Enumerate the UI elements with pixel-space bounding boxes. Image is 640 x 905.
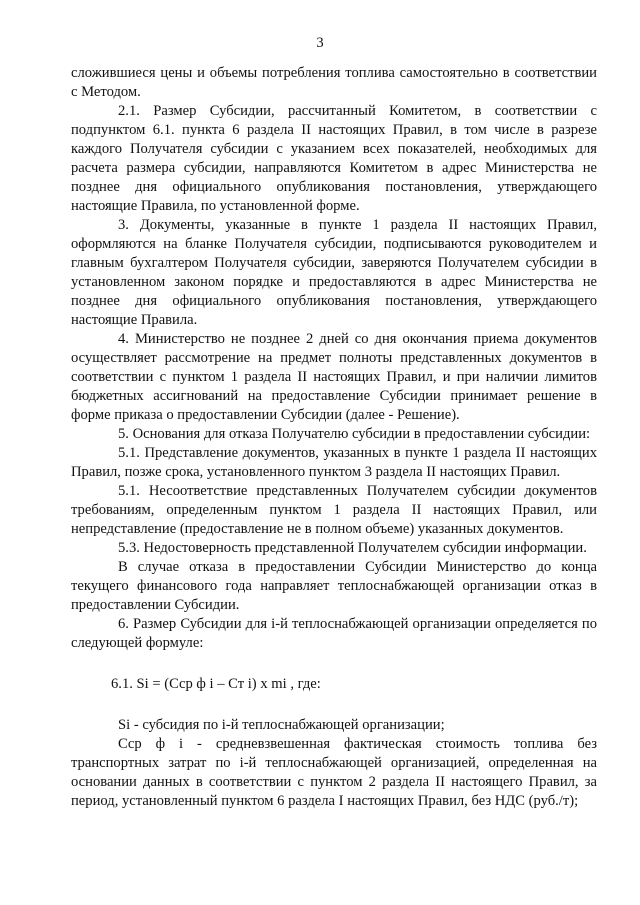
paragraph-5: 5. Основания для отказа Получателю субсидии в предоставлении субсидии: — [118, 426, 591, 442]
page-number: 3 — [316, 35, 324, 51]
formula-6-1: 6.1. Si = (Сср ф i – Ст i) х mi , где: — [111, 676, 321, 692]
paragraph-5-1-second: 5.1. Несоответствие представленных Получателем субсидии документов требованиям, определенным пунктом 1 раздела II настоящих Правил, или непредставление (предоставление не в полном объеме) указанных документов. — [71, 483, 597, 537]
paragraph-2-1: 2.1. Размер Субсидии, рассчитанный Комитетом, в соответствии с подпунктом 6.1. пункта 6 раздела II настоящих Правил, в том числе в разрезе каждого Получателя субсидии с указанием всех показателей, необходимых для расчета размера субсидии, направляются Комитетом в адрес Министерства не позднее дня официального опубликования постановления, утверждающего настоящие Правила, по установленной форме. — [71, 103, 597, 214]
document-body — [71, 64, 597, 811]
paragraph-6: 6. Размер Субсидии для i-й теплоснабжающей организации определяется по следующей формуле: — [71, 616, 597, 651]
definition-si: Si - субсидия по i-й теплоснабжающей организации; — [118, 717, 445, 733]
paragraph-refusal: В случае отказа в предоставлении Субсидии Министерство до конца текущего финансового года направляет теплоснабжающей организации отказ в предоставлении Субсидии. — [71, 559, 597, 613]
definition-ccp: Сср ф i - средневзвешенная фактическая стоимость топлива без транспортных затрат по i-й теплоснабжающей организацией, определенная на основании данных в соответствии с пунктом 2 раздела II настоящего Правил, за период, установленный пунктом 6 раздела I настоящих Правил, без НДС (руб./т); — [71, 736, 597, 809]
paragraph-3: 3. Документы, указанные в пункте 1 раздела II настоящих Правил, оформляются на бланке Получателя субсидии, подписываются руководителем и главным бухгалтером Получателя субсидии, заверяются Получателем субсидии в установленном законом порядке и предоставляются в адрес Министерства не позднее дня официального опубликования постановления, утверждающего настоящие Правила. — [71, 217, 597, 328]
paragraph-5-3: 5.3. Недостоверность представленной Получателем субсидии информации. — [118, 540, 587, 556]
paragraph-4: 4. Министерство не позднее 2 дней со дня окончания приема документов осуществляет рассмотрение на предмет полноты представленных документов в соответствии с пунктом 1 раздела II настоящих Правил, и при наличии лимитов бюджетных ассигнований на предоставление Субсидии принимает решение в форме приказа о предоставлении Субсидии (далее - Решение). — [71, 331, 597, 423]
paragraph-5-1: 5.1. Представление документов, указанных в пункте 1 раздела II настоящих Правил, позже срока, установленного пунктом 3 раздела II настоящих Правил. — [71, 445, 597, 480]
paragraph-methods-continuation: сложившиеся цены и объемы потребления топлива самостоятельно в соответствии с Методом. — [71, 65, 597, 100]
